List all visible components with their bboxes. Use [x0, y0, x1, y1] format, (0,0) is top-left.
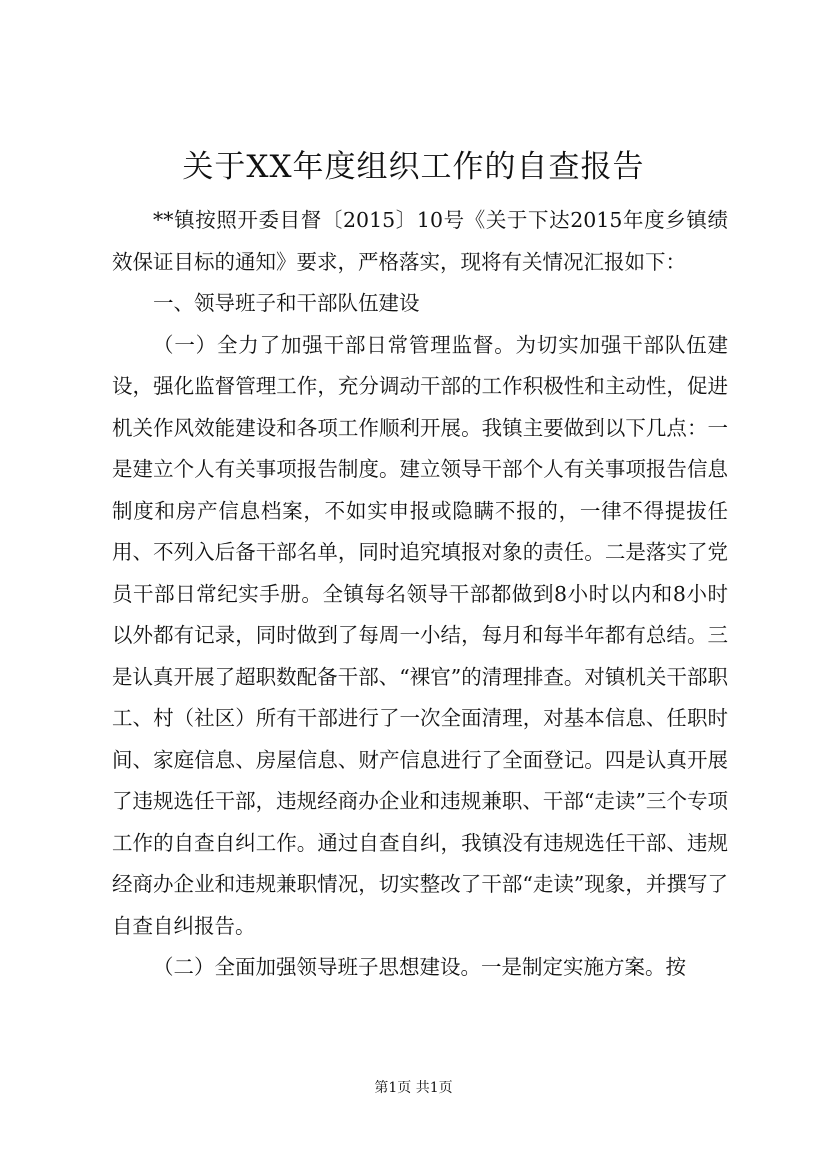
page-footer: 第1页 共1页	[374, 1080, 453, 1096]
body-paragraph: （一）全力了加强干部日常管理监督。为切实加强干部队伍建设，强化监督管理工作，充分调动干部的工作积极性和主动性，促进机关作风效能建设和各项工作顺利开展。我镇主要做到以下几点：一是建立个人有关事项报告制度。建立领导干部个人有关事项报告信息制度和房产信息档案，不如实申报或隐瞒不报的，一律不得提拔任用、不列入后备干部名单，同时追究填报对象的责任。二是落实了党员干部日常纪实手册。全镇每名领导干部都做到8小时以内和8小时以外都有记录，同时做到了每周一小结，每月和每半年都有总结。三是认真开展了超职数配备干部、“裸官”的清理排查。对镇机关干部职工、村（社区）所有干部进行了一次全面清理，对基本信息、任职时间、家庭信息、房屋信息、财产信息进行了全面登记。四是认真开展了违规选任干部，违规经商办企业和违规兼职、干部“走读”三个专项工作的自查自纠工作。通过自查自纠，我镇没有违规选任干部、违规经商办企业和违规兼职情况，切实整改了干部“走读”现象，并撰写了自查自纠报告。	[112, 332, 728, 938]
section-heading: 一、领导班子和干部队伍建设	[153, 291, 420, 315]
document-title: 关于XX年度组织工作的自查报告	[182, 149, 645, 185]
intro-paragraph: **镇按照开委目督〔2015〕10号《关于下达2015年度乡镇绩效保证目标的通知》要求，严格落实，现将有关情况汇报如下：	[112, 208, 728, 274]
body-paragraph: （二）全面加强领导班子思想建设。一是制定实施方案。按	[153, 955, 686, 979]
document-body	[112, 200, 728, 989]
